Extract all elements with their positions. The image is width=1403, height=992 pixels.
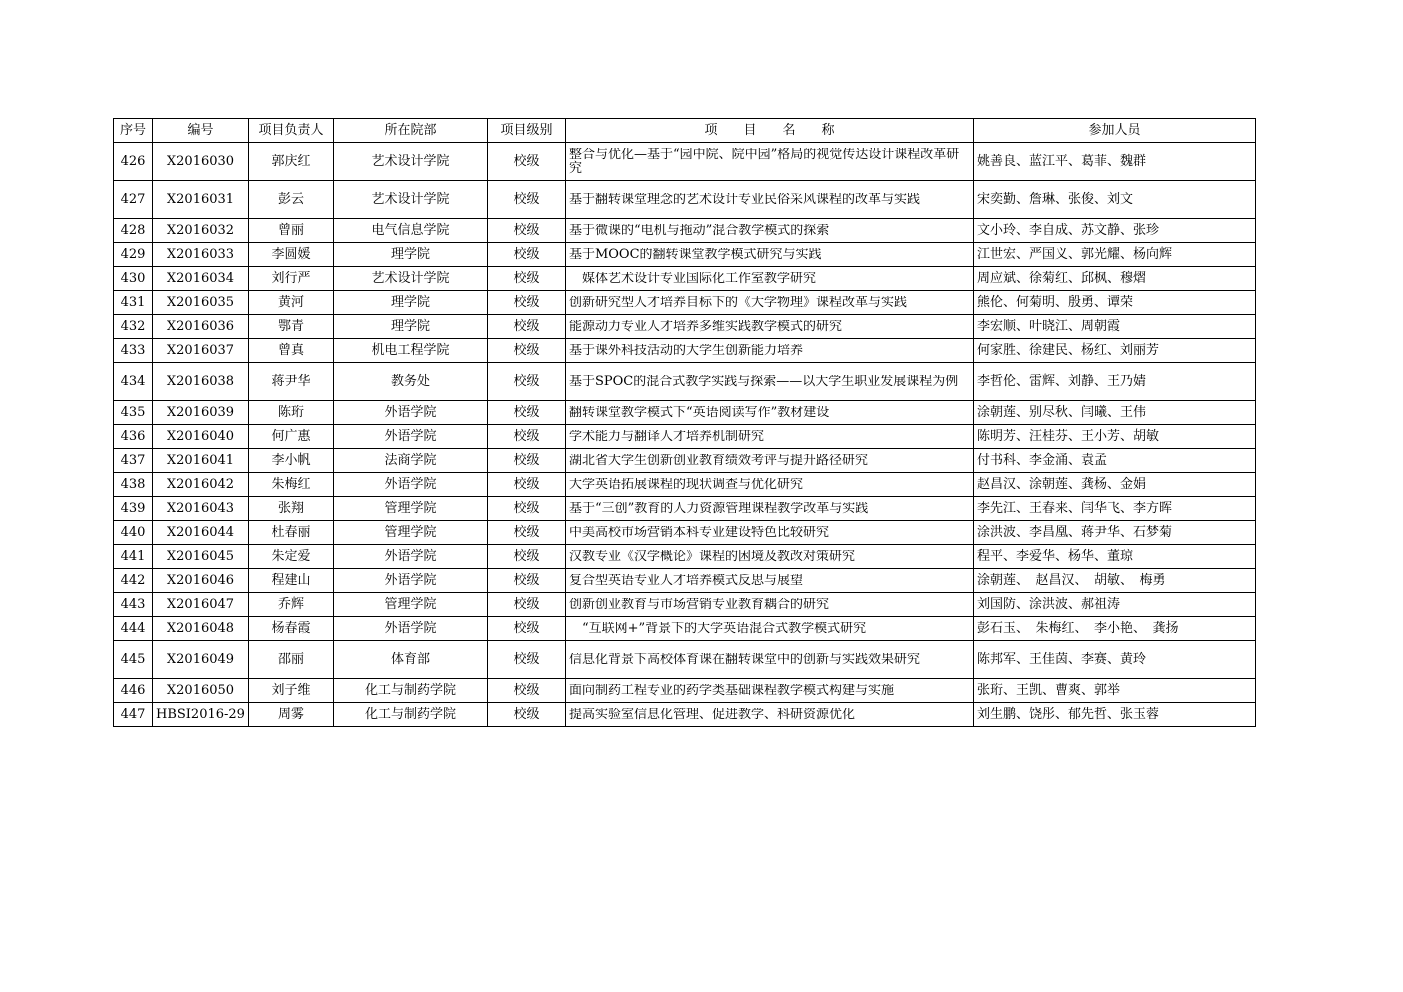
cell-dept: 管理学院 bbox=[333, 521, 487, 545]
cell-leader: 郭庆红 bbox=[248, 143, 333, 181]
cell-project-name bbox=[565, 703, 973, 727]
cell-dept: 化工与制药学院 bbox=[333, 703, 487, 727]
cell-code: X2016040 bbox=[153, 425, 249, 449]
project-name-text: 整合与优化—基于“园中院、院中园”格局的视觉传达设计课程改革研究 bbox=[568, 147, 960, 176]
table-row bbox=[114, 641, 1256, 679]
cell-seq: 436 bbox=[114, 425, 153, 449]
cell-leader: 张翔 bbox=[248, 497, 333, 521]
cell-leader: 周雾 bbox=[248, 703, 333, 727]
cell-seq: 438 bbox=[114, 473, 153, 497]
cell-members: 熊伦、何菊明、殷勇、谭荣 bbox=[973, 291, 1255, 315]
table-row bbox=[114, 315, 1256, 339]
cell-leader: 何广惠 bbox=[248, 425, 333, 449]
cell-level: 校级 bbox=[487, 569, 565, 593]
cell-level: 校级 bbox=[487, 143, 565, 181]
cell-members: 张珩、王凯、曹爽、郭举 bbox=[973, 679, 1255, 703]
cell-project-name bbox=[565, 339, 973, 363]
table-body bbox=[114, 143, 1256, 727]
cell-level: 校级 bbox=[487, 497, 565, 521]
cell-dept: 管理学院 bbox=[333, 497, 487, 521]
cell-leader: 程建山 bbox=[248, 569, 333, 593]
header-seq: 序号 bbox=[114, 119, 153, 143]
cell-leader: 乔辉 bbox=[248, 593, 333, 617]
cell-dept: 理学院 bbox=[333, 243, 487, 267]
cell-members: 付书科、李金涌、袁孟 bbox=[973, 449, 1255, 473]
cell-code: X2016030 bbox=[153, 143, 249, 181]
cell-dept: 艺术设计学院 bbox=[333, 267, 487, 291]
cell-code: X2016034 bbox=[153, 267, 249, 291]
cell-leader: 彭云 bbox=[248, 181, 333, 219]
project-name-text: 基于微课的“电机与拖动”混合教学模式的探索 bbox=[568, 223, 830, 238]
cell-dept: 外语学院 bbox=[333, 617, 487, 641]
header-leader: 项目负责人 bbox=[248, 119, 333, 143]
cell-level: 校级 bbox=[487, 267, 565, 291]
cell-project-name bbox=[565, 143, 973, 181]
cell-dept: 外语学院 bbox=[333, 545, 487, 569]
cell-members: 彭石玉、 朱梅红、 李小艳、 龚扬 bbox=[973, 617, 1255, 641]
cell-level: 校级 bbox=[487, 401, 565, 425]
cell-level: 校级 bbox=[487, 545, 565, 569]
table-row bbox=[114, 703, 1256, 727]
header-members: 参加人员 bbox=[973, 119, 1255, 143]
table-row bbox=[114, 617, 1256, 641]
cell-members: 何家胜、徐建民、杨红、刘丽芳 bbox=[973, 339, 1255, 363]
cell-level: 校级 bbox=[487, 593, 565, 617]
cell-project-name bbox=[565, 449, 973, 473]
cell-dept: 理学院 bbox=[333, 315, 487, 339]
cell-members: 姚善良、蓝江平、葛菲、魏群 bbox=[973, 143, 1255, 181]
project-name-text: 基于“三创”教育的人力资源管理课程教学改革与实践 bbox=[568, 501, 869, 516]
project-name-text: 基于课外科技活动的大学生创新能力培养 bbox=[568, 343, 803, 358]
cell-seq: 443 bbox=[114, 593, 153, 617]
cell-level: 校级 bbox=[487, 641, 565, 679]
cell-leader: 曾真 bbox=[248, 339, 333, 363]
project-name-text: 中美高校市场营销本科专业建设特色比较研究 bbox=[568, 525, 829, 540]
project-name-text: 湖北省大学生创新创业教育绩效考评与提升路径研究 bbox=[568, 453, 868, 468]
table-row bbox=[114, 473, 1256, 497]
cell-dept: 体育部 bbox=[333, 641, 487, 679]
cell-leader: 蒋尹华 bbox=[248, 363, 333, 401]
project-name-text: 翻转课堂教学模式下“英语阅读写作”教材建设 bbox=[568, 405, 830, 420]
cell-members: 周应斌、徐菊红、邱枫、穆熠 bbox=[973, 267, 1255, 291]
cell-level: 校级 bbox=[487, 219, 565, 243]
cell-code: X2016048 bbox=[153, 617, 249, 641]
cell-leader: 刘行严 bbox=[248, 267, 333, 291]
cell-seq: 440 bbox=[114, 521, 153, 545]
cell-members: 涂洪波、李昌凰、蒋尹华、石梦菊 bbox=[973, 521, 1255, 545]
cell-code: X2016033 bbox=[153, 243, 249, 267]
table-row bbox=[114, 679, 1256, 703]
cell-leader: 朱梅红 bbox=[248, 473, 333, 497]
project-name-text: 汉教专业《汉学概论》课程的困境及教改对策研究 bbox=[568, 549, 855, 564]
cell-seq: 446 bbox=[114, 679, 153, 703]
project-name-text: 提高实验室信息化管理、促进教学、科研资源优化 bbox=[568, 707, 855, 722]
cell-members: 文小玲、李自成、苏文静、张珍 bbox=[973, 219, 1255, 243]
cell-code: X2016037 bbox=[153, 339, 249, 363]
cell-code: X2016036 bbox=[153, 315, 249, 339]
cell-project-name bbox=[565, 315, 973, 339]
cell-code: X2016042 bbox=[153, 473, 249, 497]
cell-seq: 430 bbox=[114, 267, 153, 291]
cell-project-name bbox=[565, 401, 973, 425]
cell-seq: 429 bbox=[114, 243, 153, 267]
cell-level: 校级 bbox=[487, 363, 565, 401]
cell-leader: 黄河 bbox=[248, 291, 333, 315]
cell-project-name bbox=[565, 569, 973, 593]
cell-level: 校级 bbox=[487, 181, 565, 219]
cell-dept: 外语学院 bbox=[333, 473, 487, 497]
cell-project-name bbox=[565, 267, 973, 291]
table-row bbox=[114, 243, 1256, 267]
table-row bbox=[114, 569, 1256, 593]
cell-project-name bbox=[565, 497, 973, 521]
header-dept: 所在院部 bbox=[333, 119, 487, 143]
table-row bbox=[114, 143, 1256, 181]
project-name-text: 复合型英语专业人才培养模式反思与展望 bbox=[568, 573, 803, 588]
project-name-text: 创新创业教育与市场营销专业教育耦合的研究 bbox=[568, 597, 829, 612]
table-row bbox=[114, 545, 1256, 569]
cell-dept: 机电工程学院 bbox=[333, 339, 487, 363]
cell-seq: 437 bbox=[114, 449, 153, 473]
cell-level: 校级 bbox=[487, 617, 565, 641]
table-row bbox=[114, 363, 1256, 401]
cell-members: 李哲伦、雷辉、刘静、王乃婧 bbox=[973, 363, 1255, 401]
project-name-text: “互联网+”背景下的大学英语混合式教学模式研究 bbox=[568, 621, 867, 636]
project-name-text: 面向制药工程专业的药学类基础课程教学模式构建与实施 bbox=[568, 683, 894, 698]
cell-code: X2016049 bbox=[153, 641, 249, 679]
table-row bbox=[114, 425, 1256, 449]
cell-project-name bbox=[565, 679, 973, 703]
cell-members: 刘生鹏、饶彤、郁先哲、张玉蓉 bbox=[973, 703, 1255, 727]
cell-project-name bbox=[565, 291, 973, 315]
cell-dept: 理学院 bbox=[333, 291, 487, 315]
cell-dept: 外语学院 bbox=[333, 425, 487, 449]
cell-code: X2016032 bbox=[153, 219, 249, 243]
cell-seq: 432 bbox=[114, 315, 153, 339]
cell-dept: 法商学院 bbox=[333, 449, 487, 473]
cell-leader: 杜春丽 bbox=[248, 521, 333, 545]
cell-members: 李先江、王春来、闫华飞、李方晖 bbox=[973, 497, 1255, 521]
cell-members: 刘国防、涂洪波、郝祖涛 bbox=[973, 593, 1255, 617]
cell-members: 江世宏、严国义、郭光耀、杨向辉 bbox=[973, 243, 1255, 267]
project-name-text: 基于翻转课堂理念的艺术设计专业民俗采风课程的改革与实践 bbox=[568, 192, 920, 207]
table-row bbox=[114, 181, 1256, 219]
table-row bbox=[114, 593, 1256, 617]
cell-project-name bbox=[565, 641, 973, 679]
table-row bbox=[114, 267, 1256, 291]
cell-code: X2016046 bbox=[153, 569, 249, 593]
cell-seq: 444 bbox=[114, 617, 153, 641]
cell-code: X2016047 bbox=[153, 593, 249, 617]
table-row bbox=[114, 339, 1256, 363]
cell-leader: 曾丽 bbox=[248, 219, 333, 243]
cell-dept: 电气信息学院 bbox=[333, 219, 487, 243]
cell-members: 涂朝莲、 赵昌汉、 胡敏、 梅勇 bbox=[973, 569, 1255, 593]
cell-seq: 427 bbox=[114, 181, 153, 219]
cell-project-name bbox=[565, 593, 973, 617]
cell-leader: 鄂青 bbox=[248, 315, 333, 339]
cell-project-name bbox=[565, 425, 973, 449]
cell-dept: 化工与制药学院 bbox=[333, 679, 487, 703]
cell-project-name bbox=[565, 545, 973, 569]
cell-leader: 李圆媛 bbox=[248, 243, 333, 267]
cell-code: X2016031 bbox=[153, 181, 249, 219]
project-name-text: 能源动力专业人才培养多维实践教学模式的研究 bbox=[568, 319, 842, 334]
cell-level: 校级 bbox=[487, 703, 565, 727]
cell-seq: 434 bbox=[114, 363, 153, 401]
header-code: 编号 bbox=[153, 119, 249, 143]
cell-members: 涂朝莲、别尽秋、闫曦、王伟 bbox=[973, 401, 1255, 425]
cell-level: 校级 bbox=[487, 521, 565, 545]
cell-code: X2016044 bbox=[153, 521, 249, 545]
project-table bbox=[113, 118, 1256, 727]
cell-leader: 刘子维 bbox=[248, 679, 333, 703]
table-row bbox=[114, 291, 1256, 315]
table-row bbox=[114, 401, 1256, 425]
cell-level: 校级 bbox=[487, 425, 565, 449]
cell-dept: 艺术设计学院 bbox=[333, 143, 487, 181]
cell-level: 校级 bbox=[487, 339, 565, 363]
header-row bbox=[114, 119, 1256, 143]
cell-seq: 442 bbox=[114, 569, 153, 593]
project-name-text: 信息化背景下高校体育课在翻转课堂中的创新与实践效果研究 bbox=[568, 652, 920, 667]
cell-seq: 435 bbox=[114, 401, 153, 425]
header-level: 项目级别 bbox=[487, 119, 565, 143]
cell-dept: 外语学院 bbox=[333, 401, 487, 425]
cell-project-name bbox=[565, 219, 973, 243]
cell-level: 校级 bbox=[487, 473, 565, 497]
project-name-text: 大学英语拓展课程的现状调查与优化研究 bbox=[568, 477, 803, 492]
cell-level: 校级 bbox=[487, 315, 565, 339]
cell-code: X2016035 bbox=[153, 291, 249, 315]
cell-project-name bbox=[565, 521, 973, 545]
cell-members: 程平、李爱华、杨华、董琼 bbox=[973, 545, 1255, 569]
cell-project-name bbox=[565, 363, 973, 401]
cell-leader: 李小帆 bbox=[248, 449, 333, 473]
table-row bbox=[114, 497, 1256, 521]
cell-leader: 朱定爱 bbox=[248, 545, 333, 569]
project-name-text: 基于MOOC的翻转课堂教学模式研究与实践 bbox=[568, 247, 822, 262]
project-name-text: 学术能力与翻译人才培养机制研究 bbox=[568, 429, 764, 444]
table-row bbox=[114, 449, 1256, 473]
cell-dept: 外语学院 bbox=[333, 569, 487, 593]
table-row bbox=[114, 219, 1256, 243]
cell-seq: 426 bbox=[114, 143, 153, 181]
cell-code: X2016038 bbox=[153, 363, 249, 401]
cell-seq: 428 bbox=[114, 219, 153, 243]
cell-level: 校级 bbox=[487, 679, 565, 703]
project-name-text: 基于SPOC的混合式教学实践与探索——以大学生职业发展课程为例 bbox=[568, 374, 959, 389]
cell-members: 赵昌汉、涂朝莲、龚杨、金娟 bbox=[973, 473, 1255, 497]
cell-dept: 艺术设计学院 bbox=[333, 181, 487, 219]
cell-level: 校级 bbox=[487, 243, 565, 267]
cell-code: X2016043 bbox=[153, 497, 249, 521]
cell-code: X2016045 bbox=[153, 545, 249, 569]
cell-leader: 杨春霞 bbox=[248, 617, 333, 641]
cell-members: 陈明芳、汪桂芬、王小芳、胡敏 bbox=[973, 425, 1255, 449]
cell-leader: 邵丽 bbox=[248, 641, 333, 679]
cell-code: X2016050 bbox=[153, 679, 249, 703]
cell-dept: 教务处 bbox=[333, 363, 487, 401]
cell-project-name bbox=[565, 473, 973, 497]
cell-seq: 433 bbox=[114, 339, 153, 363]
cell-seq: 441 bbox=[114, 545, 153, 569]
cell-code: X2016039 bbox=[153, 401, 249, 425]
cell-seq: 439 bbox=[114, 497, 153, 521]
cell-project-name bbox=[565, 617, 973, 641]
cell-code: HBSI2016-29 bbox=[153, 703, 249, 727]
cell-members: 陈邦军、王佳茵、李赛、黄玲 bbox=[973, 641, 1255, 679]
cell-seq: 445 bbox=[114, 641, 153, 679]
cell-members: 宋奕勤、詹琳、张俊、刘文 bbox=[973, 181, 1255, 219]
project-name-text: 创新研究型人才培养目标下的《大学物理》课程改革与实践 bbox=[568, 295, 907, 310]
header-name: 项 目 名 称 bbox=[565, 119, 973, 143]
table-row bbox=[114, 521, 1256, 545]
cell-seq: 447 bbox=[114, 703, 153, 727]
cell-members: 李宏顺、叶晓江、周朝霞 bbox=[973, 315, 1255, 339]
cell-project-name bbox=[565, 243, 973, 267]
cell-code: X2016041 bbox=[153, 449, 249, 473]
cell-leader: 陈珩 bbox=[248, 401, 333, 425]
cell-level: 校级 bbox=[487, 449, 565, 473]
project-name-text: 媒体艺术设计专业国际化工作室教学研究 bbox=[568, 271, 816, 286]
cell-level: 校级 bbox=[487, 291, 565, 315]
cell-seq: 431 bbox=[114, 291, 153, 315]
cell-project-name bbox=[565, 181, 973, 219]
cell-dept: 管理学院 bbox=[333, 593, 487, 617]
